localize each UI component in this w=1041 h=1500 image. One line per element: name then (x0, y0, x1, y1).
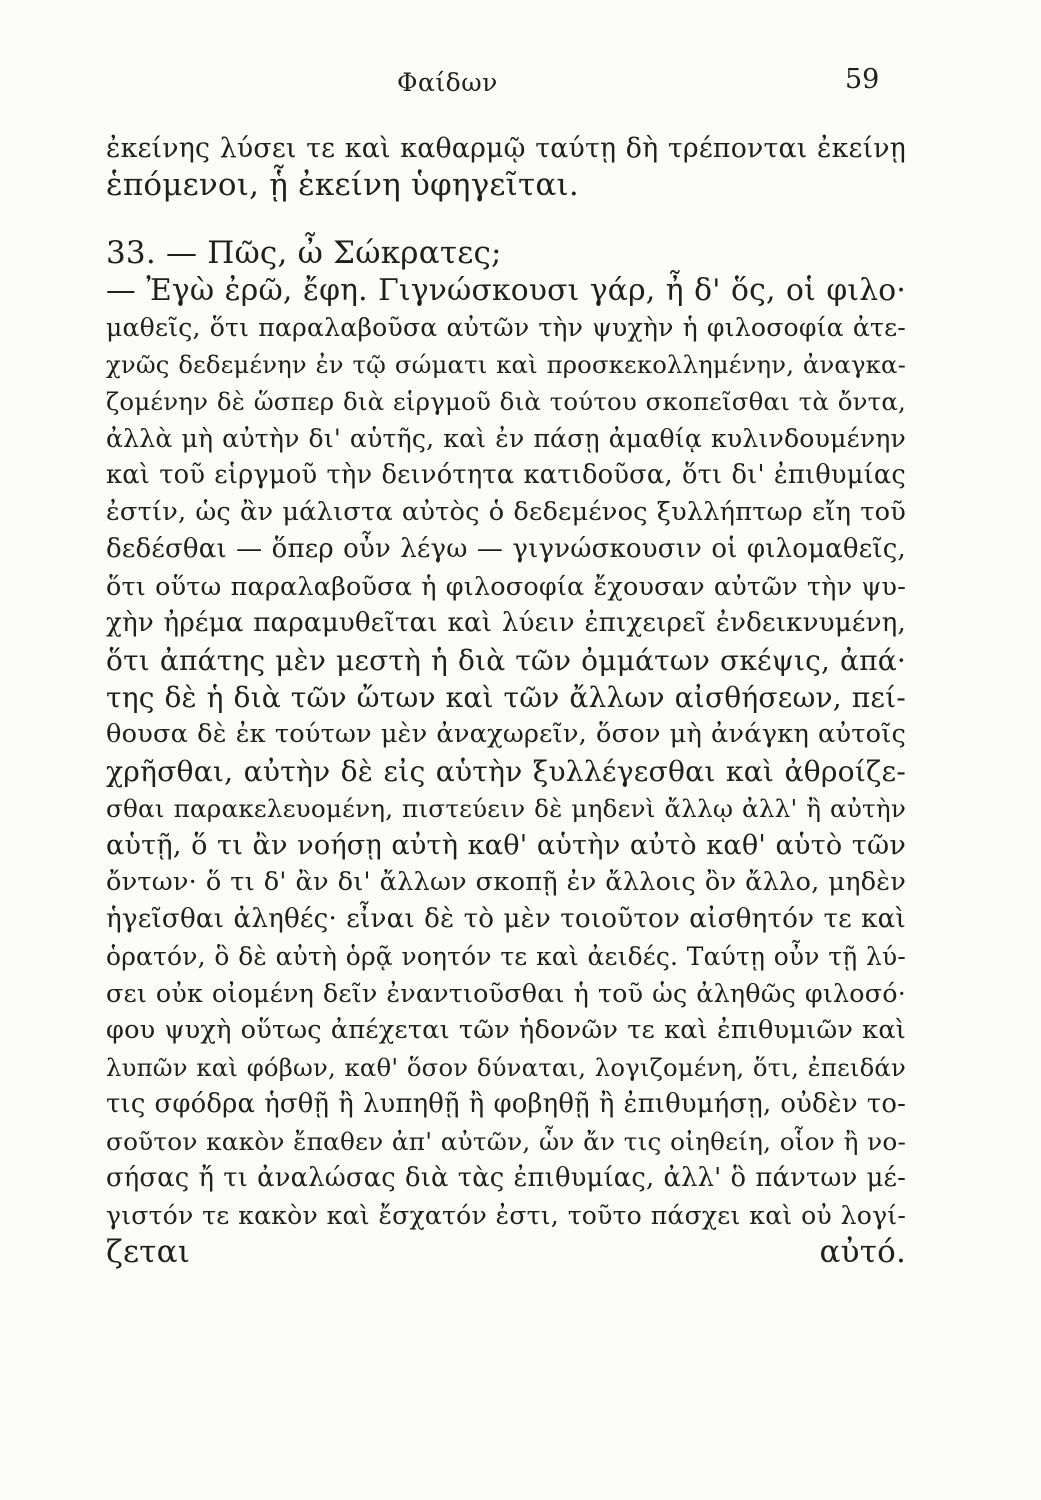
text-line: αὑτῇ, ὅ τι ἂν νοήσῃ αὐτὴ καθ' αὑτὴν αὐτὸ καθ' αὑτὸ τῶν (106, 830, 906, 861)
text-line: ὁρατόν, ὃ δὲ αὐτὴ ὁρᾷ νοητόν τε καὶ ἀειδές. Ταύτῃ οὖν τῇ λύ- (106, 942, 906, 971)
text-line: λυπῶν καὶ φόβων, καθ' ὅσον δύναται, λογιζομένη, ὅτι, ἐπειδάν (106, 1053, 906, 1082)
text-line (106, 1271, 906, 1308)
text-line: δεδέσθαι — ὅπερ οὖν λέγω — γιγνώσκουσιν οἱ φιλομαθεῖς, (106, 534, 906, 564)
page-number: 59 (845, 64, 880, 95)
text-line: ὅτι ἀπάτης μὲν μεστὴ ἡ διὰ τῶν ὀμμάτων σκέψις, ἀπά· (106, 644, 906, 677)
text-line: φου ψυχὴ οὕτως ἀπέχεται τῶν ἡδονῶν τε καὶ ἐπιθυμιῶν καὶ (106, 1015, 906, 1045)
running-title: Φαίδων (397, 68, 498, 97)
text-line: τις σφόδρα ἡσθῇ ἢ λυπηθῇ ἢ φοβηθῇ ἢ ἐπιθυμήσῃ, οὐδὲν το- (106, 1089, 906, 1119)
text-line: θουσα δὲ ἐκ τούτων μὲν ἀναχωρεῖν, ὅσον μὴ ἀνάγκη αὐτοῖς (106, 719, 906, 749)
text-line: χὴν ἠρέμα παραμυθεῖται καὶ λύειν ἐπιχειρεῖ ἐνδεικνυμένη, (106, 608, 906, 638)
text-line: ἑπόμενοι, ᾗ ἐκείνη ὑφηγεῖται. (106, 167, 579, 203)
text-block (106, 130, 906, 1308)
text-line: μαθεῖς, ὅτι παραλαβοῦσα αὐτῶν τὴν ψυχὴν ἡ φιλοσοφία ἀτε- (106, 313, 906, 342)
text-line: σθαι παρακελευομένη, πιστεύειν δὲ μηδενὶ ἄλλῳ ἀλλ' ἢ αὐτὴν (106, 794, 906, 823)
text-line: ἐκείνης λύσει τε καὶ καθαρμῷ ταύτῃ δὴ τρέπονται ἐκείνῃ (106, 133, 906, 164)
text-line: ἐστίν, ὡς ἂν μάλιστα αὐτὸς ὁ δεδεμένος ξυλλήπτωρ εἴη τοῦ (106, 497, 906, 527)
text-line: χρῆσθαι, αὐτὴν δὲ εἰς αὑτὴν ξυλλέγεσθαι καὶ ἀθροίζε- (106, 755, 906, 788)
text-line: ζομένην δὲ ὥσπερ διὰ εἱργμοῦ διὰ τούτου σκοπεῖσθαι τὰ ὄντα, (106, 387, 906, 416)
text-line: — Ἐγὼ ἐρῶ, ἔφη. Γιγνώσκουσι γάρ, ἦ δ' ὅς, οἱ φιλο· (106, 273, 906, 308)
paragraph-gap (106, 204, 906, 235)
text-line: καὶ τοῦ εἱργμοῦ τὴν δεινότητα κατιδοῦσα, ὅτι δι' ἐπιθυμίας (106, 460, 906, 490)
text-line: της δὲ ἡ διὰ τῶν ὤτων καὶ τῶν ἄλλων αἰσθήσεων, πεί- (106, 681, 906, 714)
section-heading-line: 33. — Πῶς, ὦ Σώκρατες; (106, 235, 502, 271)
text-line: ἡγεῖσθαι ἀληθές· εἶναι δὲ τὸ μὲν τοιοῦτον αἰσθητόν τε καὶ (106, 904, 906, 934)
text-line: σήσας ἤ τι ἀναλώσας διὰ τὰς ἐπιθυμίας, ἀλλ' ὃ πάντων μέ- (106, 1163, 906, 1193)
text-line: ζεται αὐτό. (106, 1234, 906, 1270)
text-line: ὅτι οὕτω παραλαβοῦσα ἡ φιλοσοφία ἔχουσαν αὐτῶν τὴν ψυ- (106, 571, 906, 601)
running-head (0, 64, 1041, 104)
text-line: ὄντων· ὅ τι δ' ἂν δι' ἄλλων σκοπῇ ἐν ἄλλοις ὂν ἄλλο, μηδὲν (106, 867, 906, 897)
text-line: ἀλλὰ μὴ αὐτὴν δι' αὑτῆς, καὶ ἐν πάσῃ ἀμαθίᾳ κυλινδουμένην (106, 424, 906, 453)
text-line: σοῦτον κακὸν ἔπαθεν ἀπ' αὐτῶν, ὧν ἄν τις οἰηθείη, οἷον ἢ νο- (106, 1127, 906, 1156)
text-line: σει οὐκ οἰομένη δεῖν ἐναντιοῦσθαι ἡ τοῦ ὡς ἀληθῶς φιλοσό· (106, 978, 906, 1008)
text-line: χνῶς δεδεμένην ἐν τῷ σώματι καὶ προσκεκολλημένην, ἀναγκα- (106, 350, 906, 379)
text-line: γιστόν τε κακὸν καὶ ἔσχατόν ἐστι, τοῦτο πάσχει καὶ οὐ λογί- (106, 1201, 906, 1230)
